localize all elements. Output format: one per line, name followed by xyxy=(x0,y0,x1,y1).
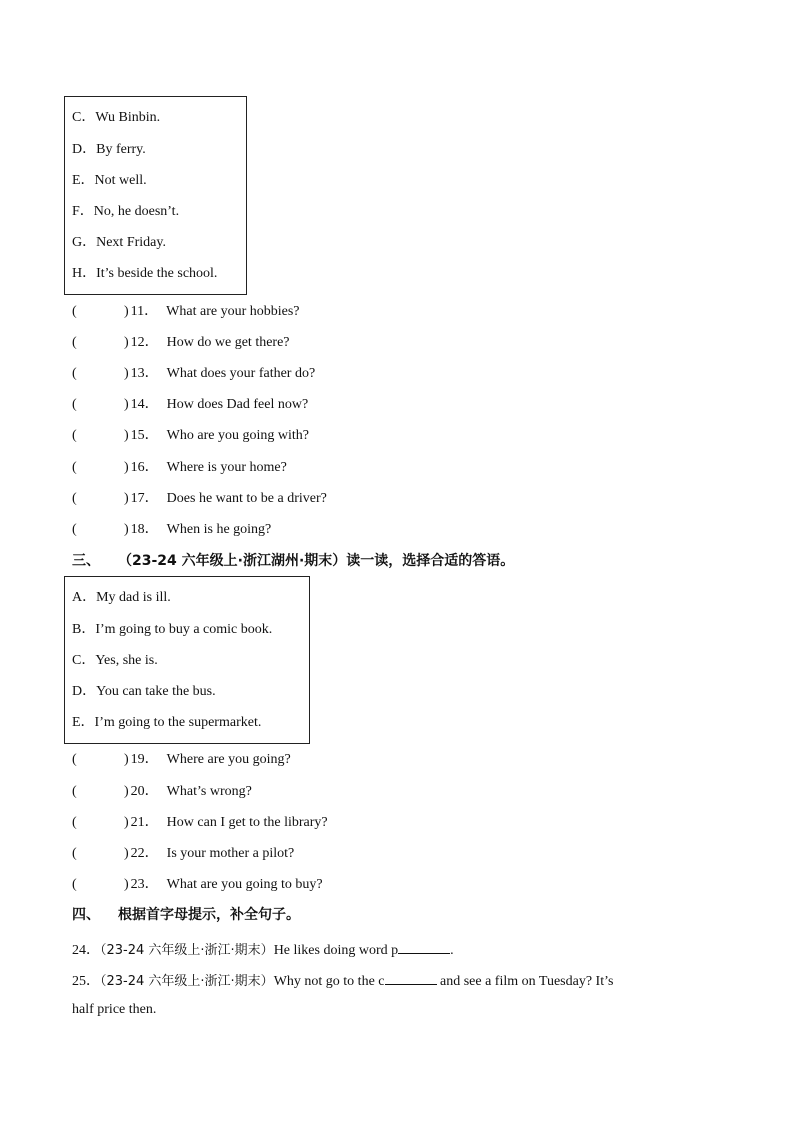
question-text: How can I get to the library? xyxy=(166,815,328,830)
question-number: 23． xyxy=(130,877,159,892)
answer-blank-open[interactable]: ( xyxy=(72,877,77,892)
option-c: C．Yes, she is. xyxy=(72,653,158,668)
question-number: 24． xyxy=(72,943,100,958)
option-h: H．It’s beside the school. xyxy=(72,266,218,281)
option-d: D．By ferry. xyxy=(72,142,146,157)
answer-blank-open[interactable]: ( xyxy=(72,460,77,475)
option-b: B．I’m going to buy a comic book. xyxy=(72,622,273,637)
question-number: 14． xyxy=(130,397,159,412)
question-text: Does he want to be a driver? xyxy=(166,491,327,506)
question-text: He likes doing word p xyxy=(273,943,399,958)
question-text: What are you going to buy? xyxy=(166,877,323,892)
option-a: A．My dad is ill. xyxy=(72,590,171,605)
answer-blank-open[interactable]: ( xyxy=(72,784,77,799)
question-text: When is he going? xyxy=(166,522,272,537)
section-4-heading xyxy=(72,905,300,925)
answer-blank-open[interactable]: ( xyxy=(72,491,77,506)
question-text: Who are you going with? xyxy=(166,428,309,443)
question-number: 25． xyxy=(72,974,100,989)
question-18: ( ) 18． When is he going? xyxy=(72,522,272,537)
section-number: 三、 xyxy=(72,553,100,569)
question-17: ( ) 17． Does he want to be a driver? xyxy=(72,491,327,506)
question-number: 12． xyxy=(130,335,159,350)
question-text: Is your mother a pilot? xyxy=(166,846,295,861)
question-number: 18． xyxy=(130,522,159,537)
question-11: ( ) 11． What are your hobbies? xyxy=(72,304,300,319)
question-number: 11． xyxy=(130,304,159,319)
options-box-2 xyxy=(64,576,310,744)
option-g: G．Next Friday. xyxy=(72,235,166,250)
question-15: ( ) 15． Who are you going with? xyxy=(72,428,309,443)
section-title: （23-24 六年级上·浙江湖州·期末）读一读，选择合适的答语。 xyxy=(118,553,515,569)
answer-blank-open[interactable]: ( xyxy=(72,428,77,443)
answer-blank-open[interactable]: ( xyxy=(72,335,77,350)
option-c: C．Wu Binbin. xyxy=(72,110,161,125)
question-number: 13． xyxy=(130,366,159,381)
answer-blank-open[interactable]: ( xyxy=(72,397,77,412)
question-25: 25．（23-24 六年级上·浙江·期末）Why not go to the c and see a film on Tuesday? It’s xyxy=(72,970,613,991)
section-title: 根据首字母提示，补全句子。 xyxy=(118,907,300,923)
question-text: What does your father do? xyxy=(166,366,316,381)
question-text: How do we get there? xyxy=(166,335,290,350)
option-e: E．I’m going to the supermarket. xyxy=(72,715,262,730)
question-12: ( ) 12． How do we get there? xyxy=(72,335,290,350)
question-text: Where are you going? xyxy=(166,752,291,767)
answer-blank-open[interactable]: ( xyxy=(72,846,77,861)
fill-in-blank[interactable] xyxy=(398,939,450,954)
question-text: How does Dad feel now? xyxy=(166,397,309,412)
question-text: Where is your home? xyxy=(166,460,287,475)
answer-blank-open[interactable]: ( xyxy=(72,366,77,381)
question-22: ( ) 22． Is your mother a pilot? xyxy=(72,846,295,861)
option-e: E．Not well. xyxy=(72,173,147,188)
question-source: （23-24 六年级上·浙江·期末） xyxy=(100,943,274,958)
question-text: What are your hobbies? xyxy=(166,304,300,319)
fill-in-blank[interactable] xyxy=(385,970,437,985)
question-text: Why not go to the c xyxy=(273,974,385,989)
section-3-heading xyxy=(72,551,514,571)
question-source: （23-24 六年级上·浙江·期末） xyxy=(100,974,274,989)
section-number: 四、 xyxy=(72,907,100,923)
question-21: ( ) 21． How can I get to the library? xyxy=(72,815,328,830)
question-13: ( ) 13． What does your father do? xyxy=(72,366,316,381)
question-text: What’s wrong? xyxy=(166,784,252,799)
question-20: ( ) 20． What’s wrong? xyxy=(72,784,252,799)
answer-blank-open[interactable]: ( xyxy=(72,304,77,319)
options-box-1 xyxy=(64,96,247,295)
answer-blank-open[interactable]: ( xyxy=(72,522,77,537)
question-16: ( ) 16． Where is your home? xyxy=(72,460,287,475)
option-f: F．No, he doesn’t. xyxy=(72,204,180,219)
question-number: 19． xyxy=(130,752,159,767)
question-19: ( ) 19． Where are you going? xyxy=(72,752,291,767)
question-25-continued: half price then. xyxy=(72,1002,157,1017)
question-number: 17． xyxy=(130,491,159,506)
option-d: D．You can take the bus. xyxy=(72,684,216,699)
answer-blank-open[interactable]: ( xyxy=(72,752,77,767)
question-number: 16． xyxy=(130,460,159,475)
question-number: 21． xyxy=(130,815,159,830)
answer-blank-open[interactable]: ( xyxy=(72,815,77,830)
question-14: ( ) 14． How does Dad feel now? xyxy=(72,397,309,412)
question-number: 22． xyxy=(130,846,159,861)
question-23: ( ) 23． What are you going to buy? xyxy=(72,877,323,892)
question-24: 24．（23-24 六年级上·浙江·期末）He likes doing word p . xyxy=(72,939,454,960)
question-number: 20． xyxy=(130,784,159,799)
question-number: 15． xyxy=(130,428,159,443)
